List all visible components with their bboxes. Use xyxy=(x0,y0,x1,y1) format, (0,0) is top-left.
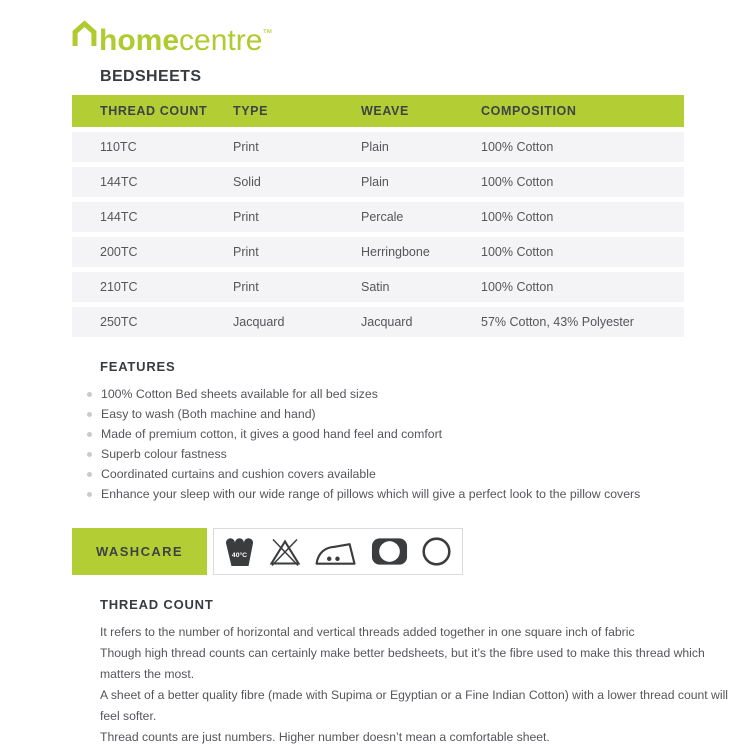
list-item xyxy=(72,424,684,444)
do-not-bleach-icon xyxy=(267,534,303,569)
washcare-icons-box xyxy=(213,528,463,575)
washcare-label: WASHCARE xyxy=(72,528,207,575)
cell-weave: Percale xyxy=(361,210,404,224)
cell-type: Print xyxy=(233,140,259,154)
cell-composition: 100% Cotton xyxy=(481,245,554,259)
dry-clean-icon xyxy=(420,534,453,569)
washcare-section xyxy=(72,528,684,575)
thread-count-title: THREAD COUNT xyxy=(100,597,214,612)
bullet-icon xyxy=(87,472,92,477)
cell-thread-count: 144TC xyxy=(100,210,138,224)
cell-type: Jacquard xyxy=(233,315,285,329)
wash-40-icon xyxy=(223,534,256,569)
thread-count-text xyxy=(100,622,728,748)
thread-count-section xyxy=(72,597,728,748)
col-header-weave: WEAVE xyxy=(361,104,409,118)
cell-type: Print xyxy=(233,245,259,259)
list-item xyxy=(72,384,684,404)
table-row xyxy=(72,132,684,162)
cell-composition: 57% Cotton, 43% Polyester xyxy=(481,315,634,329)
cell-weave: Herringbone xyxy=(361,245,430,259)
list-item xyxy=(72,444,684,464)
table-header-row xyxy=(72,95,684,127)
trademark-symbol: ™ xyxy=(262,28,273,39)
cell-weave: Satin xyxy=(361,280,390,294)
table-row xyxy=(72,202,684,232)
tumble-dry-icon xyxy=(370,534,409,569)
cell-thread-count: 210TC xyxy=(100,280,138,294)
wash-temp-label: 40°C xyxy=(231,551,248,559)
list-item xyxy=(72,464,684,484)
house-icon xyxy=(72,20,97,49)
cell-weave: Plain xyxy=(361,140,389,154)
paragraph: Thread counts are just numbers. Higher number doesn’t mean a comfortable sheet. xyxy=(100,730,550,744)
cell-composition: 100% Cotton xyxy=(481,175,554,189)
cell-weave: Plain xyxy=(361,175,389,189)
table-row xyxy=(72,237,684,267)
cell-type: Print xyxy=(233,280,259,294)
bullet-icon xyxy=(87,432,92,437)
table-row xyxy=(72,167,684,197)
feature-text: Easy to wash (Both machine and hand) xyxy=(101,407,316,421)
brand-logo xyxy=(72,16,684,56)
cell-thread-count: 200TC xyxy=(100,245,138,259)
bullet-icon xyxy=(87,492,92,497)
cell-type: Print xyxy=(233,210,259,224)
paragraph: It refers to the number of horizontal and vertical threads added together in one square inch of fabric xyxy=(100,625,635,639)
list-item xyxy=(72,484,684,504)
paragraph: Though high thread counts can certainly make better bedsheets, but it’s the fibre used to make this thread which matters the most. xyxy=(100,646,705,681)
cell-weave: Jacquard xyxy=(361,315,413,329)
feature-text: Made of premium cotton, it gives a good hand feel and comfort xyxy=(101,427,443,441)
cell-composition: 100% Cotton xyxy=(481,140,554,154)
feature-text: Superb colour fastness xyxy=(101,447,227,461)
table-row xyxy=(72,307,684,337)
bullet-icon xyxy=(87,412,92,417)
col-header-type: TYPE xyxy=(233,104,269,118)
bullet-icon xyxy=(87,392,92,397)
brand-name-light: centre xyxy=(179,24,263,57)
list-item xyxy=(72,404,684,424)
col-header-thread-count: THREAD COUNT xyxy=(100,104,208,118)
brand-name-bold: home xyxy=(99,24,180,57)
cell-thread-count: 144TC xyxy=(100,175,138,189)
cell-composition: 100% Cotton xyxy=(481,210,554,224)
iron-medium-icon xyxy=(314,534,359,569)
bedsheets-spec-table xyxy=(72,95,684,337)
feature-text: 100% Cotton Bed sheets available for all bed sizes xyxy=(101,387,378,401)
feature-text: Enhance your sleep with our wide range of pillows which will give a perfect look to the pillow covers xyxy=(101,487,641,501)
paragraph: A sheet of a better quality fibre (made with Supima or Egyptian or a Fine Indian Cotton) with a lower thread count will feel softer. xyxy=(100,688,728,723)
col-header-composition: COMPOSITION xyxy=(481,104,577,118)
feature-text: Coordinated curtains and cushion covers available xyxy=(101,467,376,481)
features-section xyxy=(72,359,684,504)
cell-type: Solid xyxy=(233,175,261,189)
cell-composition: 100% Cotton xyxy=(481,280,554,294)
page-title: BEDSHEETS xyxy=(100,68,202,85)
cell-thread-count: 110TC xyxy=(100,140,137,154)
brand-name xyxy=(99,16,272,59)
cell-thread-count: 250TC xyxy=(100,315,138,329)
bullet-icon xyxy=(87,452,92,457)
table-row xyxy=(72,272,684,302)
features-title: FEATURES xyxy=(100,359,176,374)
